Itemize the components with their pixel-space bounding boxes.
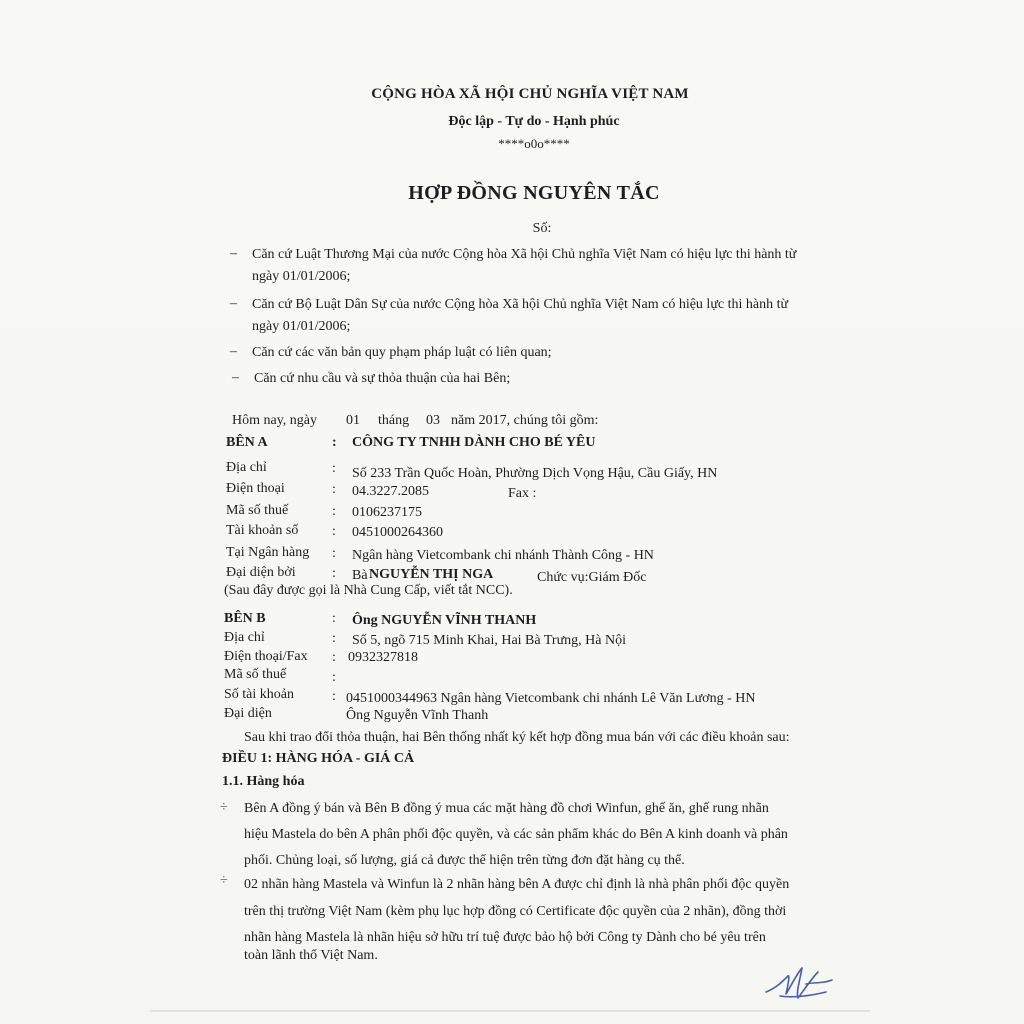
party-b-address-label: Địa chỉ: [224, 630, 265, 645]
bullet-marker: ÷: [220, 873, 228, 888]
signature-initials: [762, 962, 842, 1006]
date-month: 03: [426, 413, 440, 428]
party-a-bank: Ngân hàng Vietcombank chi nhánh Thành Công - HN: [352, 548, 654, 563]
date-day: 01: [346, 413, 360, 428]
bullet-2-line-4: toàn lãnh thổ Việt Nam.: [244, 948, 378, 963]
motto-heading: Độc lập - Tự do - Hạnh phúc: [448, 114, 620, 129]
bullet-2-line-2: trên thị trường Việt Nam (kèm phụ lục hợp đồng có Certificate độc quyền của 2 nhãn), đồng thời: [244, 904, 787, 919]
party-b-account-label: Số tài khoản: [224, 687, 294, 702]
party-b-rep: Ông Nguyễn Vĩnh Thanh: [346, 708, 489, 723]
contract-page: CỘNG HÒA XÃ HỘI CHỦ NGHĨA VIỆT NAM Độc lập - Tự do - Hạnh phúc ****o0o**** HỢP ĐỒNG NGUYÊN TẮC Số: – Căn cứ Luật Thương Mại của nước Cộng hòa Xã hội Chủ nghĩa Việt Nam có hiệu lực thi hành từ ngày 01/01/2006; – Căn cứ Bộ Luật Dân Sự của nước Cộng hòa Xã hội Chủ nghĩa Việt Nam có hiệu lực thi hành từ ngày 01/01/2006; – Căn cứ các văn bản quy phạm pháp luật có liên quan; – Căn cứ nhu cầu và sự thỏa thuận của hai Bên; Hôm nay, ngày 01 tháng 03 năm 2017, chúng tôi gồm: BÊN A : CÔNG TY TNHH DÀNH CHO BÉ YÊU Địa chỉ : Số 233 Trần Quốc Hoàn, Phường Dịch Vọng Hậu, Cầu Giấy, HN Điện thoại : 04.3227.2085 Fax : Mã số thuế : 0106237175 Tài khoản số : 0451000264360 Tại Ngân hàng : Ngân hàng Vietcombank chi nhánh Thành Công - HN Đại diện bởi : Bà NGUYỄN THỊ NGA Chức vụ:Giám Đốc (Sau đây được gọi là Nhà Cung Cấp, viết tắt NCC). BÊN B : Ông NGUYỄN VĨNH THANH Địa chỉ : Số 5, ngõ 715 Minh Khai, Hai Bà Trưng, Hà Nội Điện thoại/Fax : 0932327818 Mã số thuế : Số tài khoản : 0451000344963 Ngân hàng Vietcombank chi nhánh Lê Văn Lương - HN Đại diện Ông Nguyễn Vĩnh Thanh Sau khi trao đổi thỏa thuận, hai Bên thống nhất ký kết hợp đồng mua bán với các điều khoản sau: ĐIỀU 1: HÀNG HÓA - GIÁ CẢ 1.1. Hàng hóa ÷ Bên A đồng ý bán và Bên B đồng ý mua các mặt hàng đồ chơi Winfun, ghế ăn, ghế rung nhãn hiệu Mastela do bên A phân phối độc quyền, và các sản phẩm khác do Bên A kinh doanh và phân phối. Chủng loại, số lượng, giá cả được thể hiện trên từng đơn đặt hàng cụ thể. ÷ 02 nhãn hàng Mastela và Winfun là 2 nhãn hàng bên A được chỉ định là nhà phân phối độc quyền trên thị trường Việt Nam (kèm phụ lục hợp đồng có Certificate độc quyền của 2 nhãn), đồng thời nhãn hàng Mastela là nhãn hiệu sở hữu trí tuệ được bảo hộ bởi Công ty Dành cho bé yêu trên toàn lãnh thổ Việt Nam.: [0, 0, 1024, 1024]
contract-number-label: Số:: [532, 221, 552, 236]
preamble-marker: –: [232, 370, 239, 385]
preamble-item-1: Căn cứ Luật Thương Mại của nước Cộng hòa Xã hội Chủ nghĩa Việt Nam có hiệu lực thi hành từ: [252, 247, 797, 262]
party-a-account: 0451000264360: [352, 525, 443, 540]
header-ornament: ****o0o****: [498, 136, 570, 151]
party-a-account-label: Tài khoản số: [226, 523, 299, 538]
preamble-item-3: Căn cứ các văn bản quy phạm pháp luật có liên quan;: [252, 345, 552, 360]
party-b-label: BÊN B: [224, 611, 266, 626]
party-a-note: (Sau đây được gọi là Nhà Cung Cấp, viết tắt NCC).: [224, 583, 513, 598]
party-a-rep-position: Chức vụ:Giám Đốc: [537, 570, 647, 585]
party-b-name: Ông NGUYỄN VĨNH THANH: [352, 613, 537, 628]
party-a-label: BÊN A: [226, 435, 268, 450]
party-a-phone: 04.3227.2085: [352, 484, 429, 499]
page-bottom-edge: [150, 1010, 870, 1012]
preamble-marker: –: [230, 246, 237, 261]
party-b-account: 0451000344963 Ngân hàng Vietcombank chi nhánh Lê Văn Lương - HN: [346, 691, 756, 706]
party-a-name: CÔNG TY TNHH DÀNH CHO BÉ YÊU: [352, 435, 596, 450]
preamble-marker: –: [230, 344, 237, 359]
party-a-colon: :: [332, 435, 337, 450]
party-b-phone-label: Điện thoại/Fax: [224, 649, 308, 664]
bullet-1-line-1: Bên A đồng ý bán và Bên B đồng ý mua các mặt hàng đồ chơi Winfun, ghế ăn, ghế rung nhãn: [244, 801, 769, 816]
section-1-1-title: 1.1. Hàng hóa: [222, 774, 305, 789]
agreement-line: Sau khi trao đổi thỏa thuận, hai Bên thống nhất ký kết hợp đồng mua bán với các điều khoản sau:: [244, 730, 790, 745]
party-a-tax: 0106237175: [352, 505, 422, 520]
party-a-address-label: Địa chỉ: [226, 460, 267, 475]
preamble-item-2-cont: ngày 01/01/2006;: [252, 319, 351, 334]
preamble-marker: –: [230, 296, 237, 311]
party-a-rep-name: NGUYỄN THỊ NGA: [369, 567, 494, 582]
party-b-tax-label: Mã số thuế: [224, 667, 287, 682]
document-title: HỢP ĐỒNG NGUYÊN TẮC: [408, 182, 660, 204]
date-suffix: năm 2017, chúng tôi gồm:: [451, 413, 599, 428]
bullet-2-line-3: nhãn hàng Mastela là nhãn hiệu sở hữu trí tuệ được bảo hộ bởi Công ty Dành cho bé yêu trên: [244, 930, 766, 945]
party-a-address: Số 233 Trần Quốc Hoàn, Phường Dịch Vọng Hậu, Cầu Giấy, HN: [352, 466, 718, 481]
party-a-fax-label: Fax :: [508, 486, 537, 501]
party-a-phone-label: Điện thoại: [226, 481, 285, 496]
bullet-2-line-1: 02 nhãn hàng Mastela và Winfun là 2 nhãn hàng bên A được chỉ định là nhà phân phối độc quyền: [244, 877, 790, 892]
date-month-label: tháng: [378, 413, 410, 428]
party-b-address: Số 5, ngõ 715 Minh Khai, Hai Bà Trưng, Hà Nội: [352, 633, 626, 648]
preamble-item-4: Căn cứ nhu cầu và sự thỏa thuận của hai Bên;: [254, 371, 511, 386]
preamble-item-2: Căn cứ Bộ Luật Dân Sự của nước Cộng hòa Xã hội Chủ nghĩa Việt Nam có hiệu lực thi hành từ: [252, 297, 789, 312]
date-prefix: Hôm nay, ngày: [232, 413, 318, 428]
bullet-1-line-2: hiệu Mastela do bên A phân phối độc quyền, và các sản phẩm khác do Bên A kinh doanh và phân: [244, 827, 788, 842]
party-a-rep-label: Đại diện bởi: [226, 565, 296, 580]
party-a-tax-label: Mã số thuế: [226, 503, 289, 518]
party-b-rep-label: Đại diện: [224, 706, 272, 721]
bullet-1-line-3: phối. Chủng loại, số lượng, giá cả được thể hiện trên từng đơn đặt hàng cụ thể.: [244, 853, 685, 868]
article-1-title: ĐIỀU 1: HÀNG HÓA - GIÁ CẢ: [222, 751, 415, 766]
preamble-item-1-cont: ngày 01/01/2006;: [252, 269, 351, 284]
party-b-phone: 0932327818: [348, 650, 418, 665]
party-a-rep-prefix: Bà: [352, 568, 368, 583]
party-a-bank-label: Tại Ngân hàng: [226, 545, 310, 560]
bullet-marker: ÷: [220, 800, 228, 815]
nation-heading: CỘNG HÒA XÃ HỘI CHỦ NGHĨA VIỆT NAM: [371, 86, 689, 102]
